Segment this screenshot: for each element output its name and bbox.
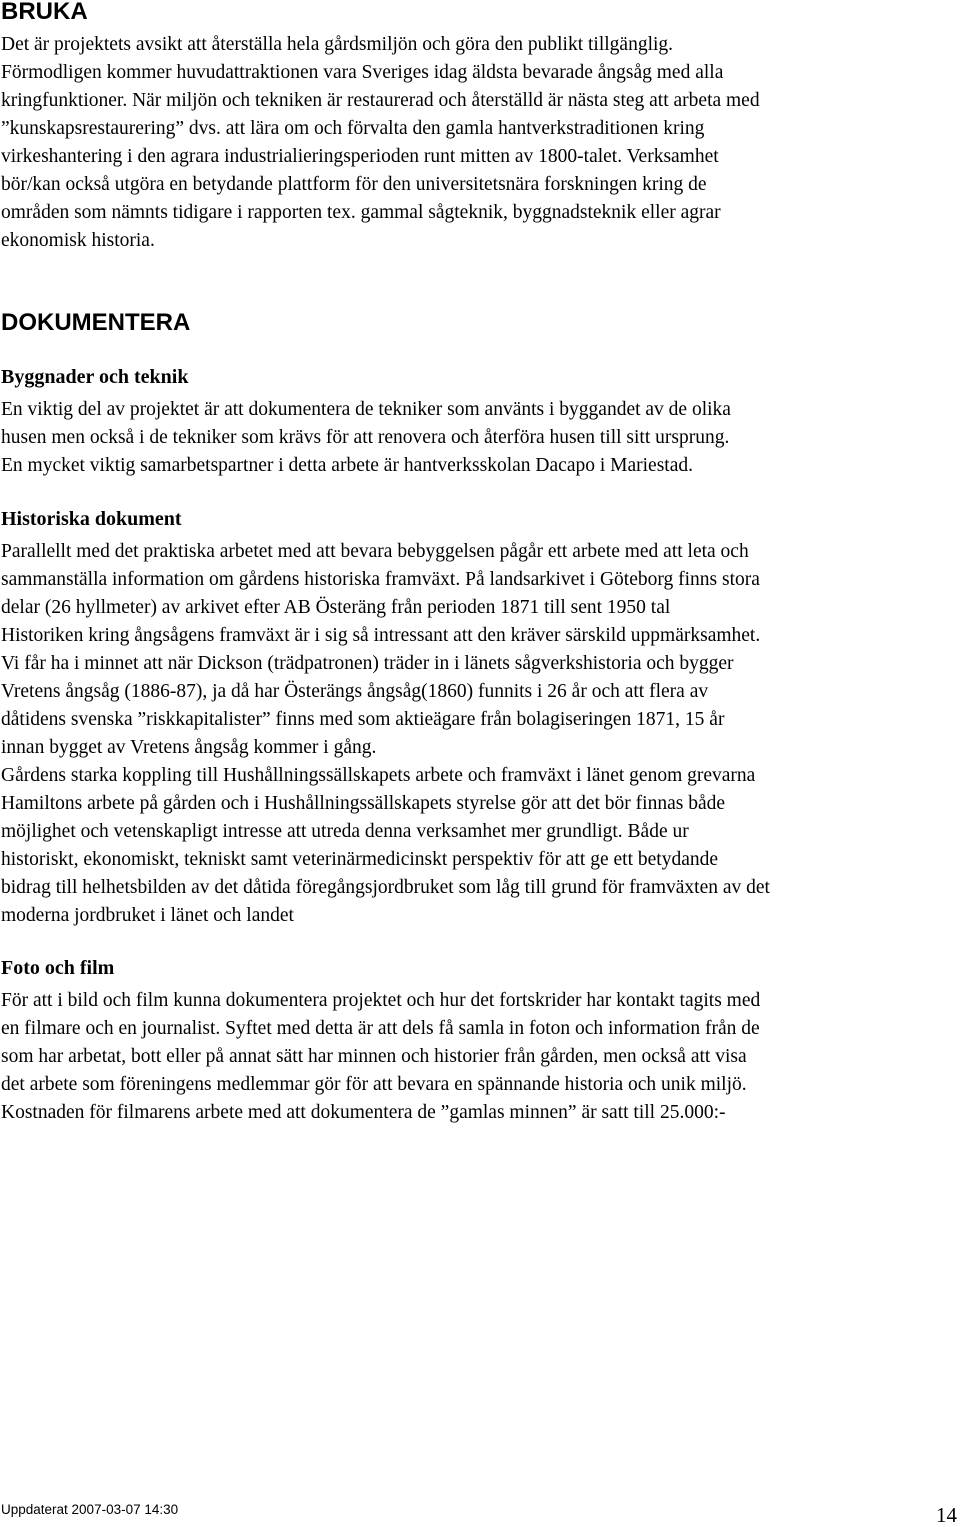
text-line: Det är projektets avsikt att återställa hela gårdsmiljön och göra den publikt tillgänglig. xyxy=(1,34,674,55)
text-line: En viktig del av projektet är att dokumentera de tekniker som använts i byggandet av de olika xyxy=(1,399,731,420)
paragraph-foto-film xyxy=(1,987,959,1127)
paragraph-historiska xyxy=(1,538,959,930)
text-line: bidrag till helhetsbilden av det dåtida föregångsjordbruket som låg till grund för framväxten av det xyxy=(1,877,770,898)
text-line: kringfunktioner. När miljön och tekniken är restaurerad och återställd är nästa steg att arbeta med xyxy=(1,90,760,111)
section-heading-dokumentera: DOKUMENTERA xyxy=(1,309,191,336)
text-line: Historiken kring ångsågens framväxt är i sig så intressant att den kräver särskild uppmärksamhet. xyxy=(1,625,761,646)
page-number: 14 xyxy=(936,1503,957,1527)
subheading-historiska: Historiska dokument xyxy=(1,508,182,530)
text-line: Parallellt med det praktiska arbetet med att bevara bebyggelsen pågår ett arbete med att leta och xyxy=(1,541,749,562)
text-line: Förmodligen kommer huvudattraktionen vara Sveriges idag äldsta bevarade ångsåg med alla xyxy=(1,62,724,83)
text-line: historiskt, ekonomiskt, tekniskt samt veterinärmedicinskt perspektiv för att ge ett betydande xyxy=(1,849,719,870)
text-line: det arbete som föreningens medlemmar gör för att bevara en spännande historia och unik miljö. xyxy=(1,1074,747,1095)
text-line: innan bygget av Vretens ångsåg kommer i gång. xyxy=(1,737,377,758)
text-line: ekonomisk historia. xyxy=(1,230,155,251)
text-line: områden som nämnts tidigare i rapporten tex. gammal sågteknik, byggnadsteknik eller agrar xyxy=(1,202,721,223)
text-line: moderna jordbruket i länet och landet xyxy=(1,905,294,926)
paragraph-bruka xyxy=(1,31,959,255)
text-line: bör/kan också utgöra en betydande plattform för den universitetsnära forskningen kring de xyxy=(1,174,707,195)
text-line: Vi får ha i minnet att när Dickson (trädpatronen) träder in i länets sågverkshistoria och bygger xyxy=(1,653,734,674)
paragraph-byggnader xyxy=(1,396,959,480)
footer-updated-timestamp: Uppdaterat 2007-03-07 14:30 xyxy=(1,1502,179,1517)
text-line: dåtidens svenska ”riskkapitalister” finns med som aktieägare från bolagiseringen 1871, 15 år xyxy=(1,709,725,730)
subheading-foto-film: Foto och film xyxy=(1,957,115,979)
text-line: Kostnaden för filmarens arbete med att dokumentera de ”gamlas minnen” är satt till 25.000:- xyxy=(1,1102,726,1123)
text-line: delar (26 hyllmeter) av arkivet efter AB Österäng från perioden 1871 till sent 1950 tal xyxy=(1,597,671,618)
section-heading-bruka: BRUKA xyxy=(1,0,88,25)
text-line: Vretens ångsåg (1886-87), ja då har Österängs ångsåg(1860) funnits i 26 år och att flera av xyxy=(1,681,709,702)
text-line: En mycket viktig samarbetspartner i detta arbete är hantverksskolan Dacapo i Mariestad. xyxy=(1,455,693,476)
text-line: sammanställa information om gårdens historiska framväxt. På landsarkivet i Göteborg finns stora xyxy=(1,569,760,590)
text-line: en filmare och en journalist. Syftet med detta är att dels få samla in foton och information från de xyxy=(1,1018,760,1039)
text-line: Hamiltons arbete på gården och i Hushållningssällskapets styrelse gör att det bör finnas både xyxy=(1,793,726,814)
text-line: virkeshantering i den agrara industrialieringsperioden runt mitten av 1800-talet. Verksamhet xyxy=(1,146,719,167)
text-line: För att i bild och film kunna dokumentera projektet och hur det fortskrider har kontakt tagits med xyxy=(1,990,761,1011)
text-line: husen men också i de tekniker som krävs för att renovera och återföra husen till sitt ursprung. xyxy=(1,427,730,448)
subheading-byggnader: Byggnader och teknik xyxy=(1,366,189,388)
text-line: ”kunskapsrestaurering” dvs. att lära om och förvalta den gamla hantverkstraditionen kring xyxy=(1,118,705,139)
text-line: möjlighet och vetenskapligt intresse att utreda denna verksamhet mer grundligt. Både ur xyxy=(1,821,689,842)
text-line: Gårdens starka koppling till Hushållningssällskapets arbete och framväxt i länet genom grevarna xyxy=(1,765,756,786)
text-line: som har arbetat, bott eller på annat sätt har minnen och historier från gården, men också att visa xyxy=(1,1046,747,1067)
